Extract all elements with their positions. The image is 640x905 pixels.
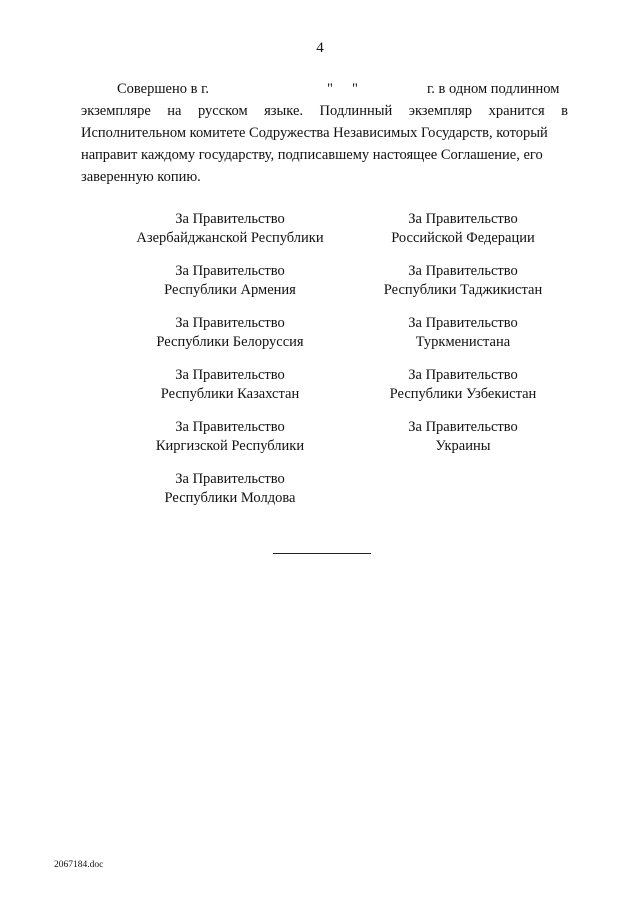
word: Подлинный bbox=[319, 103, 393, 119]
signature-country: Республики Армения bbox=[164, 282, 296, 298]
signature-block-moldova bbox=[110, 470, 350, 522]
word: русском bbox=[197, 103, 248, 119]
signature-country: Киргизской Республики bbox=[155, 438, 305, 454]
footer-filename: 2067184.doc bbox=[54, 860, 104, 870]
signature-country: Республики Узбекистан bbox=[389, 386, 537, 402]
word: хранится bbox=[488, 103, 545, 119]
signature-label: За Правительство bbox=[408, 419, 518, 435]
signature-label: За Правительство bbox=[408, 263, 518, 279]
signature-label: За Правительство bbox=[175, 315, 285, 331]
signature-label: За Правительство bbox=[175, 471, 285, 487]
paragraph-line-3: Исполнительном комитете Содружества Независимых Государств, который bbox=[81, 125, 548, 141]
signature-block-kazakhstan bbox=[110, 366, 350, 418]
original-copy-text: г. в одном подлинном bbox=[427, 81, 560, 97]
signature-country: Республики Молдова bbox=[164, 490, 296, 506]
signatures-right-column bbox=[343, 210, 583, 470]
signature-block-tajikistan bbox=[343, 262, 583, 314]
signature-label: За Правительство bbox=[408, 367, 518, 383]
paragraph-line-5: заверенную копию. bbox=[81, 169, 201, 185]
paragraph-line-2 bbox=[81, 100, 568, 122]
signature-block-ukraine bbox=[343, 418, 583, 470]
word: экземпляре bbox=[81, 103, 151, 119]
signature-block-turkmenistan bbox=[343, 314, 583, 366]
completed-in-text: Совершено в г. bbox=[117, 81, 210, 97]
signature-country: Азербайджанской Республики bbox=[136, 230, 324, 246]
closing-paragraph bbox=[81, 78, 568, 188]
signature-block-uzbekistan bbox=[343, 366, 583, 418]
signature-label: За Правительство bbox=[175, 263, 285, 279]
quote-close: " bbox=[352, 81, 358, 97]
signature-label: За Правительство bbox=[408, 315, 518, 331]
paragraph-line-1 bbox=[81, 78, 568, 100]
signature-block-armenia bbox=[110, 262, 350, 314]
signature-country: Республики Белоруссия bbox=[156, 334, 304, 350]
page-number: 4 bbox=[316, 40, 324, 56]
signature-country: Туркменистана bbox=[415, 334, 511, 350]
word: языке. bbox=[264, 103, 304, 119]
word: в bbox=[561, 103, 568, 119]
signature-block-azerbaijan bbox=[110, 210, 350, 262]
signature-label: За Правительство bbox=[175, 211, 285, 227]
end-of-document-rule bbox=[273, 553, 371, 554]
signature-block-kyrgyzstan bbox=[110, 418, 350, 470]
signature-label: За Правительство bbox=[175, 419, 285, 435]
word: на bbox=[167, 103, 182, 119]
signature-block-russia bbox=[343, 210, 583, 262]
signature-label: За Правительство bbox=[175, 367, 285, 383]
signature-country: Украины bbox=[435, 438, 491, 454]
signatures-left-column bbox=[110, 210, 350, 522]
signature-country: Республики Казахстан bbox=[160, 386, 300, 402]
signature-label: За Правительство bbox=[408, 211, 518, 227]
quote-open: " bbox=[327, 81, 333, 97]
signature-country: Российской Федерации bbox=[391, 230, 535, 246]
signature-block-belarus bbox=[110, 314, 350, 366]
paragraph-line-4: направит каждому государству, подписавшему настоящее Соглашение, его bbox=[81, 147, 543, 163]
word: экземпляр bbox=[408, 103, 473, 119]
signature-country: Республики Таджикистан bbox=[383, 282, 543, 298]
